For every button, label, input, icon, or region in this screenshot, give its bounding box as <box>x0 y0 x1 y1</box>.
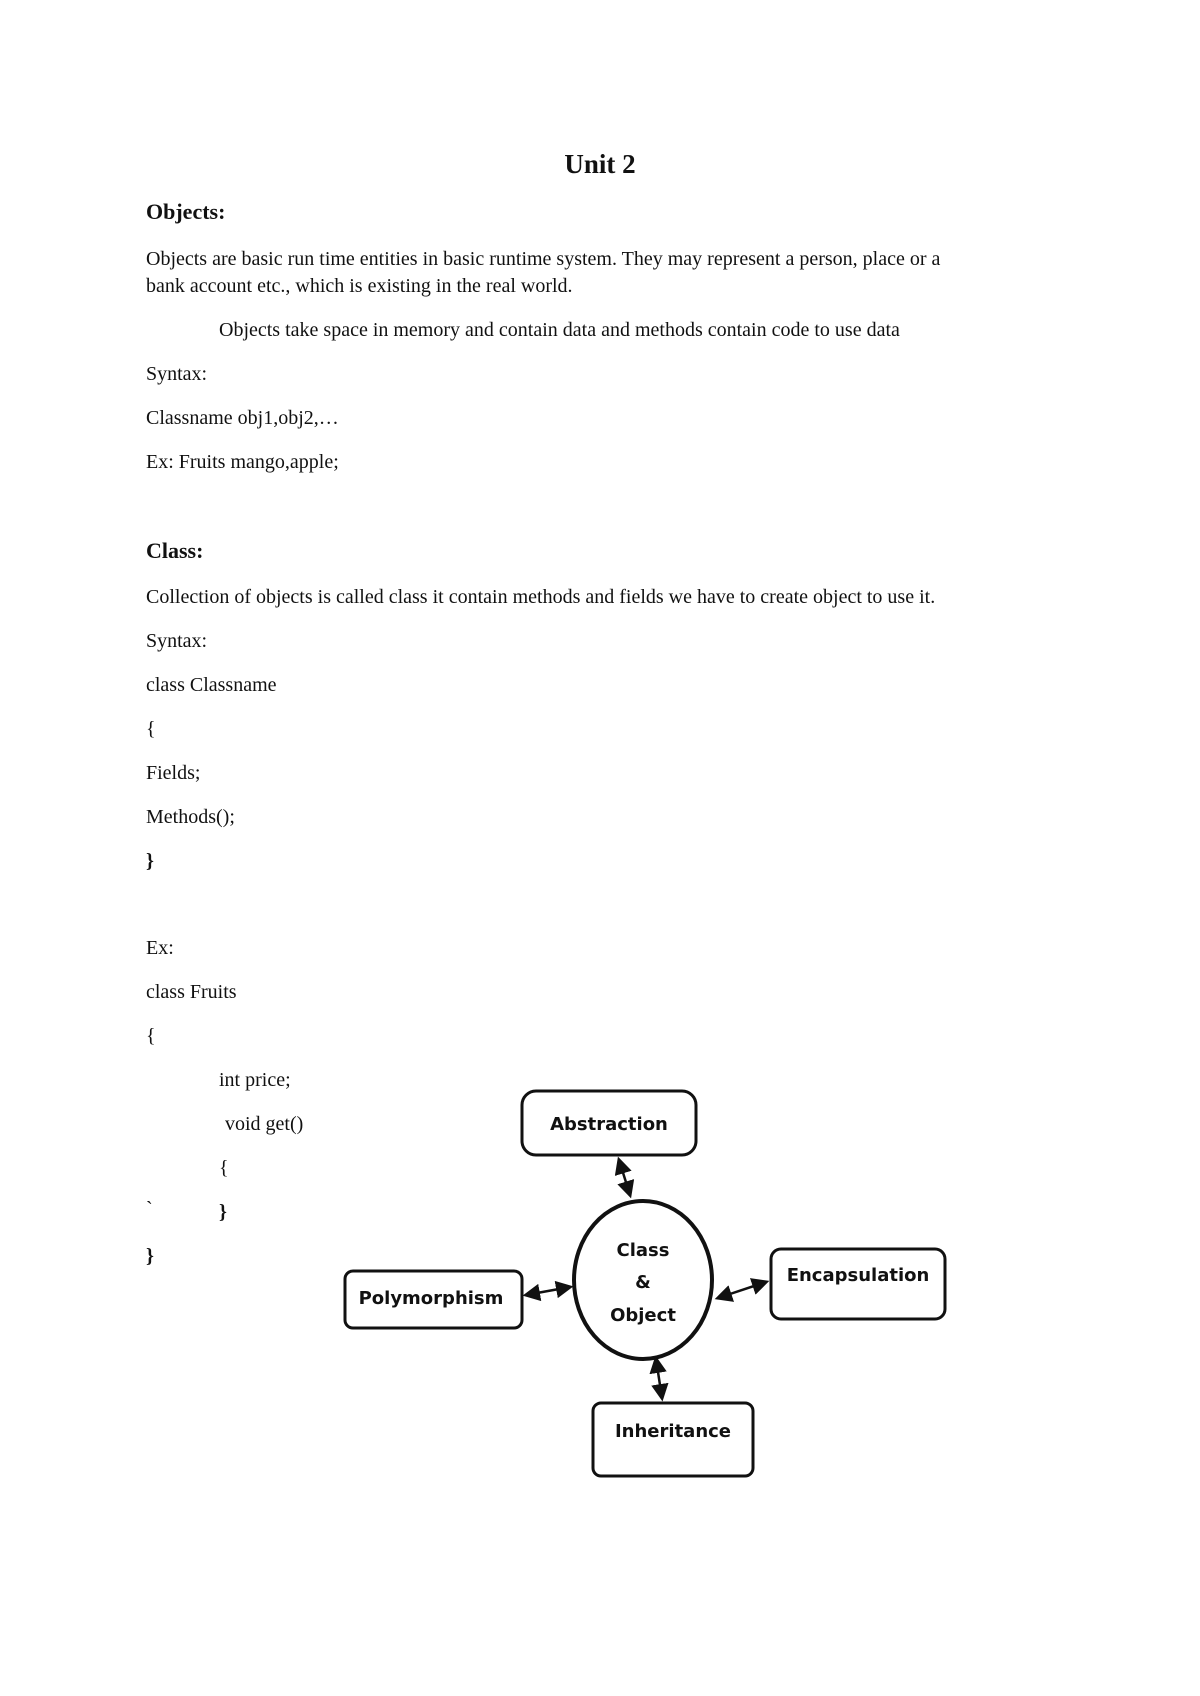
polymorphism-label: Polymorphism <box>358 1288 504 1309</box>
class-example-line: { <box>219 1157 229 1179</box>
inheritance-node <box>593 1403 753 1476</box>
objects-syntax-line: Classname obj1,obj2,… <box>146 407 339 429</box>
class-syntax-line: Fields; <box>146 762 201 784</box>
page-title: Unit 2 <box>564 149 636 179</box>
class-example-line: void get() <box>225 1113 304 1135</box>
class-object-node <box>574 1201 712 1359</box>
abstraction-connector <box>619 1160 630 1195</box>
class-example-line: } <box>146 1245 154 1267</box>
class-example-line: int price; <box>219 1069 291 1091</box>
class-example-line: { <box>146 1025 156 1047</box>
class-example-line: class Fruits <box>146 981 237 1003</box>
class-syntax-line: class Classname <box>146 674 277 696</box>
objects-paragraph-line-1: Objects are basic run time entities in basic runtime system. They may represent a person, place or a <box>146 248 941 270</box>
class-syntax-label: Syntax: <box>146 630 208 652</box>
inheritance-label: Inheritance <box>614 1421 732 1442</box>
encapsulation-node <box>771 1249 945 1319</box>
class-example-line: ` <box>146 1198 153 1220</box>
class-example-label: Ex: <box>146 937 174 959</box>
class-paragraph: Collection of objects is called class it contain methods and fields we have to create object to use it. <box>146 586 936 608</box>
class-syntax-line: { <box>146 718 156 740</box>
center-label-line: Object <box>610 1305 676 1326</box>
encapsulation-connector <box>718 1282 766 1298</box>
objects-heading: Objects: <box>146 199 226 224</box>
objects-paragraph-line-2: bank account etc., which is existing in the real world. <box>146 275 573 297</box>
polymorphism-connector <box>526 1287 570 1295</box>
center-label-line: Class <box>616 1240 670 1261</box>
class-example-line: } <box>219 1201 227 1223</box>
encapsulation-label: Encapsulation <box>786 1265 930 1286</box>
objects-indented-line: Objects take space in memory and contain data and methods contain code to use data <box>219 319 900 341</box>
abstraction-node <box>522 1091 696 1155</box>
class-syntax-line: Methods(); <box>146 806 235 828</box>
class-heading: Class: <box>146 538 204 563</box>
objects-syntax-label: Syntax: <box>146 363 208 385</box>
class-syntax-line: } <box>146 850 154 872</box>
center-label-line: & <box>635 1272 651 1293</box>
abstraction-label: Abstraction <box>550 1114 668 1135</box>
inheritance-connector <box>656 1359 662 1398</box>
objects-example: Ex: Fruits mango,apple; <box>146 451 339 473</box>
polymorphism-node <box>345 1271 522 1328</box>
